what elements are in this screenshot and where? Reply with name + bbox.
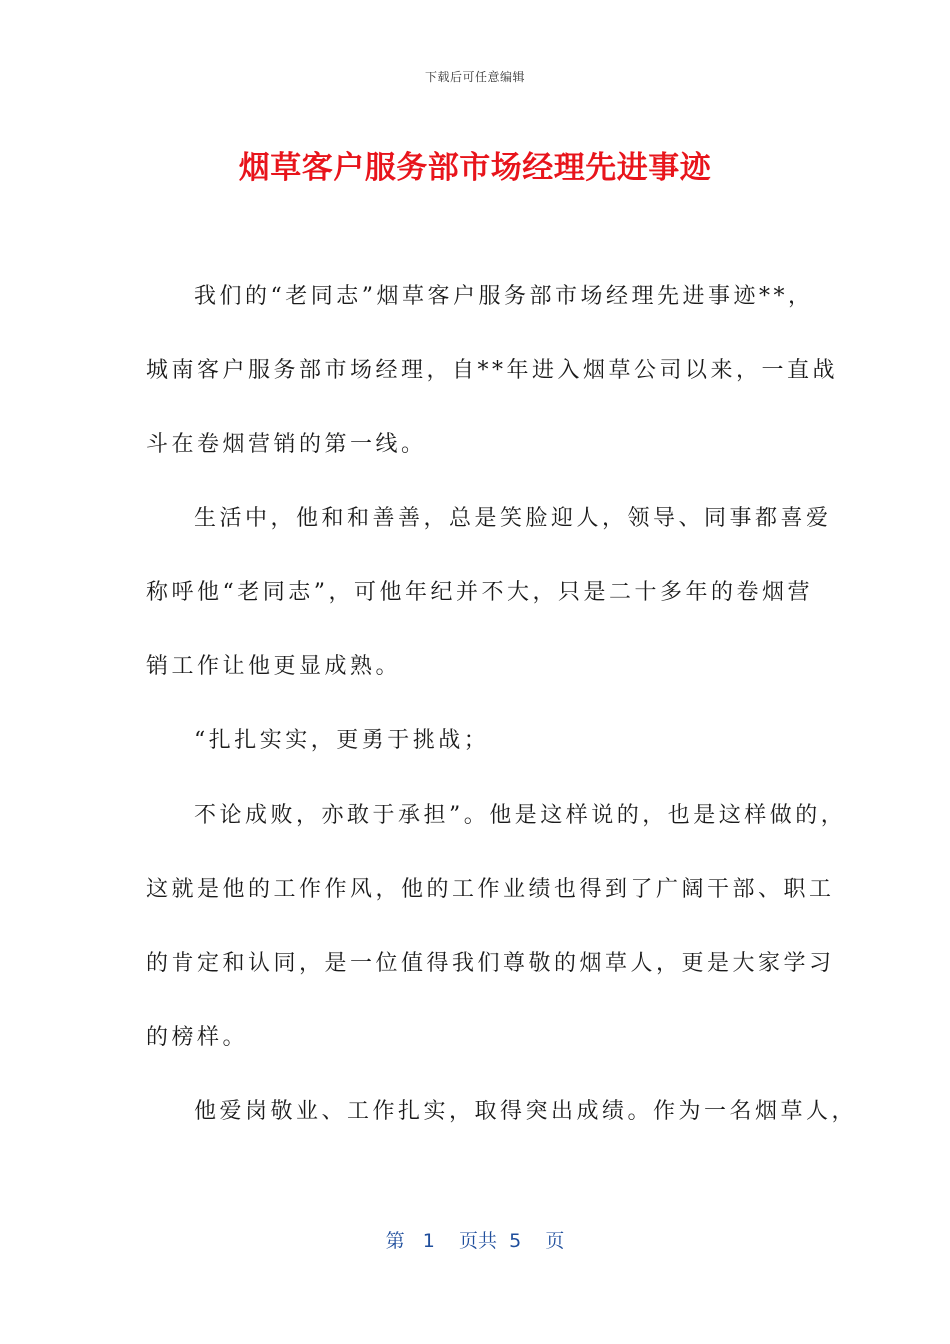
- body-line: 我们的“老同志”烟草客户服务部市场经理先进事迹**，: [194, 284, 814, 309]
- page-footer: [0, 1226, 950, 1253]
- body-line: 的榜样。: [146, 1025, 249, 1050]
- body-line: 称呼他“老同志”，可他年纪并不大，只是二十多年的卷烟营: [146, 580, 813, 605]
- body-line: 销工作让他更显成熟。: [146, 654, 402, 679]
- document-title: 烟草客户服务部市场经理先进事迹: [238, 150, 712, 186]
- body-line: 他爱岗敬业、工作扎实，取得突出成绩。作为一名烟草人，: [194, 1099, 858, 1124]
- body-line: 这就是他的工作作风，他的工作业绩也得到了广阔干部、职工: [146, 877, 835, 902]
- body-line: 的肯定和认同，是一位值得我们尊敬的烟草人，更是大家学习: [146, 951, 835, 976]
- total-pages-number: 5: [509, 1230, 522, 1252]
- body-line: “扎扎实实，更勇于挑战；: [194, 728, 490, 753]
- body-line: 斗在卷烟营销的第一线。: [146, 432, 427, 457]
- body-line: 不论成败，亦敢于承担”。他是这样说的，也是这样做的，: [194, 803, 847, 828]
- body-line: 城南客户服务部市场经理，自**年进入烟草公司以来，一直战: [146, 358, 839, 383]
- page-prefix: 第: [385, 1230, 405, 1252]
- page-mid-label: 页共: [459, 1230, 498, 1252]
- current-page-number: 1: [422, 1230, 435, 1252]
- body-line: 生活中，他和和善善，总是笑脸迎人，领导、同事都喜爱: [194, 506, 832, 531]
- page-suffix: 页: [545, 1230, 565, 1252]
- header-note: 下载后可任意编辑: [424, 70, 525, 84]
